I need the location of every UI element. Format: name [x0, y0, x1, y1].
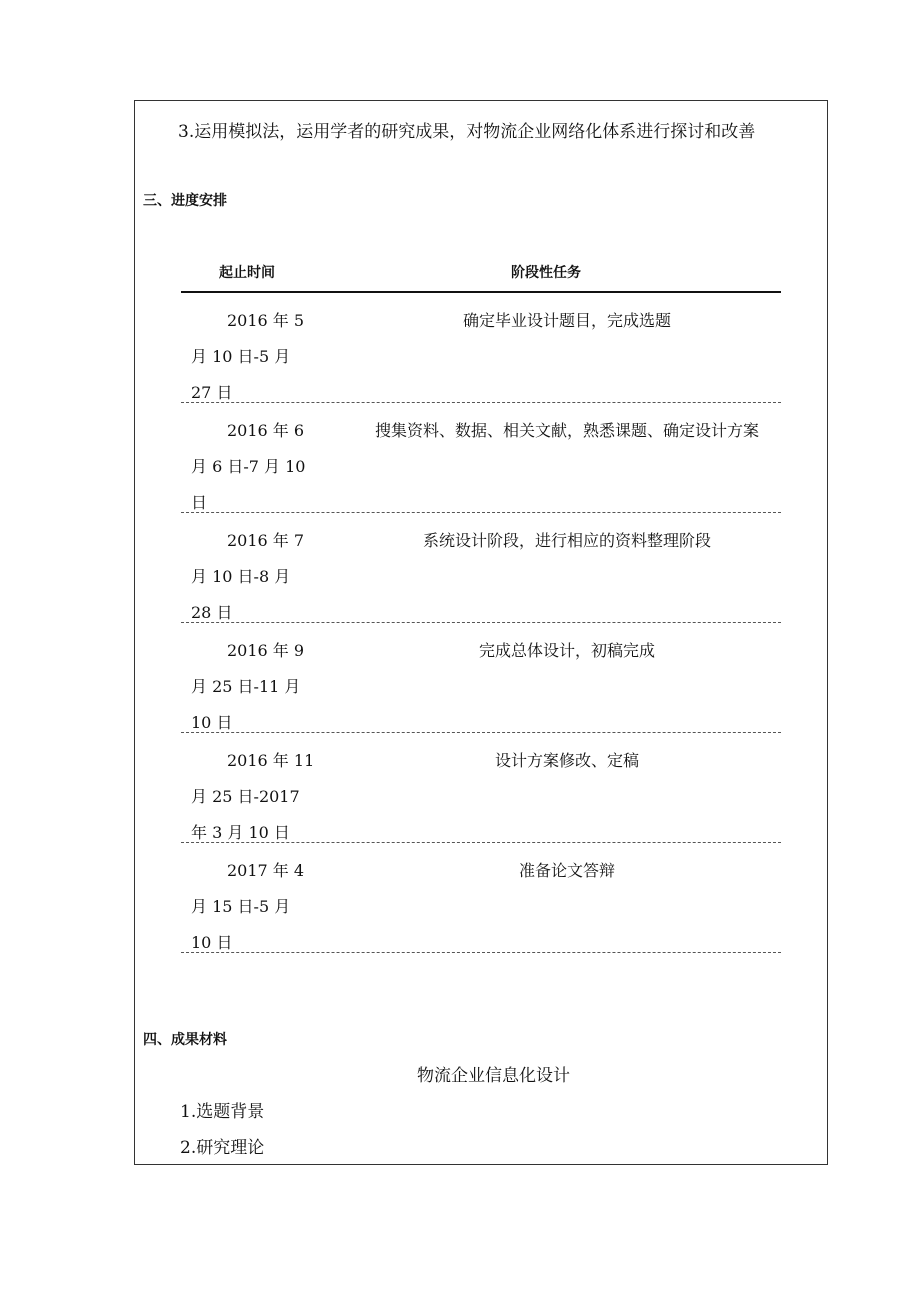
schedule-task: 系统设计阶段，进行相应的资料整理阶段 [422, 531, 711, 550]
column-header-time: 起止时间 [219, 265, 275, 281]
results-subtitle: 物流企业信息化设计 [417, 1066, 570, 1086]
schedule-task: 设计方案修改、定稿 [494, 751, 639, 770]
schedule-task: 完成总体设计，初稿完成 [478, 641, 655, 660]
schedule-row [181, 403, 781, 513]
schedule-date: 2016 年 9 月 25 日-11 月 10 日 [191, 641, 305, 732]
schedule-date: 2017 年 4 月 15 日-5 月 10 日 [191, 861, 305, 952]
schedule-row [181, 623, 781, 733]
section-4-title: 四、成果材料 [143, 1032, 227, 1048]
schedule-date: 2016 年 5 月 10 日-5 月 27 日 [191, 311, 305, 402]
schedule-task: 准备论文答辩 [518, 861, 615, 880]
results-item: 2.研究理论 [180, 1138, 265, 1158]
schedule-task: 搜集资料、数据、相关文献，熟悉课题、确定设计方案 [374, 421, 759, 440]
section-3-title: 三、进度安排 [143, 193, 227, 209]
schedule-row [181, 843, 781, 953]
schedule-row [181, 513, 781, 623]
row-separator [181, 952, 781, 953]
schedule-task: 确定毕业设计题目，完成选题 [462, 311, 671, 330]
schedule-date: 2016 年 6 月 6 日-7 月 10 日 [191, 421, 306, 512]
intro-line: 3.运用模拟法，运用学者的研究成果，对物流企业网络化体系进行探讨和改善 [178, 122, 756, 142]
schedule-row [181, 293, 781, 403]
schedule-date: 2016 年 7 月 10 日-8 月 28 日 [191, 531, 305, 622]
results-item: 1.选题背景 [180, 1102, 265, 1122]
schedule-date: 2016 年 11 月 25 日-2017 年 3 月 10 日 [191, 751, 315, 842]
schedule-row [181, 733, 781, 843]
column-header-task: 阶段性任务 [511, 265, 581, 281]
